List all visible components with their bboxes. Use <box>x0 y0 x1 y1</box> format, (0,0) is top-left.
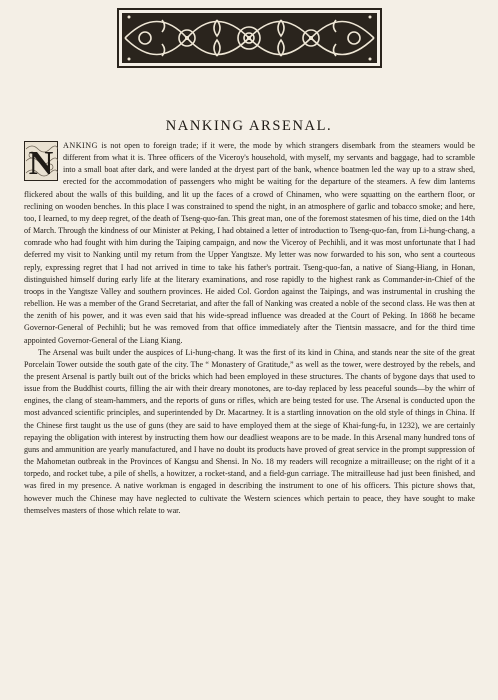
paragraph-1 <box>24 140 475 347</box>
lead-word: ANKING <box>63 141 98 150</box>
article-body <box>24 140 475 517</box>
ornamental-initial-icon <box>24 141 58 181</box>
floral-ornament-icon <box>117 8 382 68</box>
dropcap-letter: N <box>28 145 54 181</box>
paragraph-2: The Arsenal was built under the auspices of Li-hung-chang. It was the first of its kind in China, and stands near the site of the great Porcelain Tower outside the south gate of the city. The “ Monastery of Gratitude,” as well as the tower, were destroyed by the rebels, and the present Arsenal is partly built out of the bricks which had been employed in these structures. The chants of bygone days that used to issue from the Buddhist courts, filling the air with their dreary monotones, are to-day replaced by less peaceful sounds—by the whirr of engines, the clang of steam-hammers, and the reports of guns or rifles, which are being tested for use. The Arsenal is conducted upon the most advanced scientific principles, and superintended by Dr. Macartney. It is a startling innovation on the old style of things in China. If the Chinese first taught us the use of guns (they are said to have employed them at the siege of Khai-fung-fu, in 1232), we are certainly repaying the obligation with interest by instructing them how our deadliest weapons are to be made. In this Arsenal many hundred tons of guns and ammunition are yearly manufactured, and I have no doubt its products have proved of great service in the prompt suppression of the Mahometan outbreak in the Provinces of Kangsu and Shensi. In No. 18 my readers will recognize a mitrailleuse; on the right of it a torpedo, and rocket tube, a pile of shells, a howitzer, a rocket-stand, and a field-gun carriage. The mitrailleuse had just been finished, and was fired in my presence. A native workman is engaged in describing the instrument to one of his officers. This picture shows that, however much the Chinese may have neglected to cultivate the Western sciences which pertain to peace, they have sought to make themselves masters of those which relate to war. <box>24 347 475 515</box>
paragraph-1-text: is not open to foreign trade; if it were, the mode by which strangers disembark from the steamers would be different from what it is. Three officers of the Viceroy's household, with myself, my servants and baggage, had to scramble into a small boat after dark, and were landed at the dryest part of the bank, whence boatmen led the way up to a straw shed, erected for the accommodation of passengers who might be waiting for the departure of the steamers. A few dim lanterns flickered about the walls of this building, and lit up the faces of a crowd of Chinamen, who were squatting on the earthern floor, or reclining on wooden benches. In this place I was constrained to spend the night, in an atmosphere of garlic and tobacco smoke; and here, too, I learned, to my deep regret, of the death of Tseng-quo-fan. This great man, one of the foremost statesmen of his time, died on the 14th of March. Through the kindness of our Minister at Peking, I had obtained a letter of introduction to Tseng-quo-fan, from Li-hung-chang, a comrade who had fought with him during the Taiping campaign, and now the Viceroy of Pechihli, and it was most unfortunate that I had deferred my visit to Nanking until my return from the Upper Yangtsze. My letter was now forwarded to his son, who sent a courteous reply, expressing regret that I had not arrived in time to take his father's portrait. Tseng-quo-fan, a native of Siang-Hiang, in Honan, distinguished himself during early life at the literary examinations, and rose rapidly to the highest rank as Commander-in-Chief of the troops in the Yangtsze Valley and southern provinces. He aided Col. Gordon against the Taipings, and was instrumental in crushing the rebellion. He was a member of the Grand Secretariat, and after the fall of Nanking was created a noble of the second class. He was then at the zenith of his power, and it was even said that his wide-spread influence was dreaded at the Court of Peking. In 1868 he became Governor-General of Pechihli; but he was removed from that office immediately after the Tientsin massacre, and for the third time appointed Governor-General of the Liang Kiang. <box>24 141 475 345</box>
page-title: NANKING ARSENAL. <box>165 118 333 134</box>
